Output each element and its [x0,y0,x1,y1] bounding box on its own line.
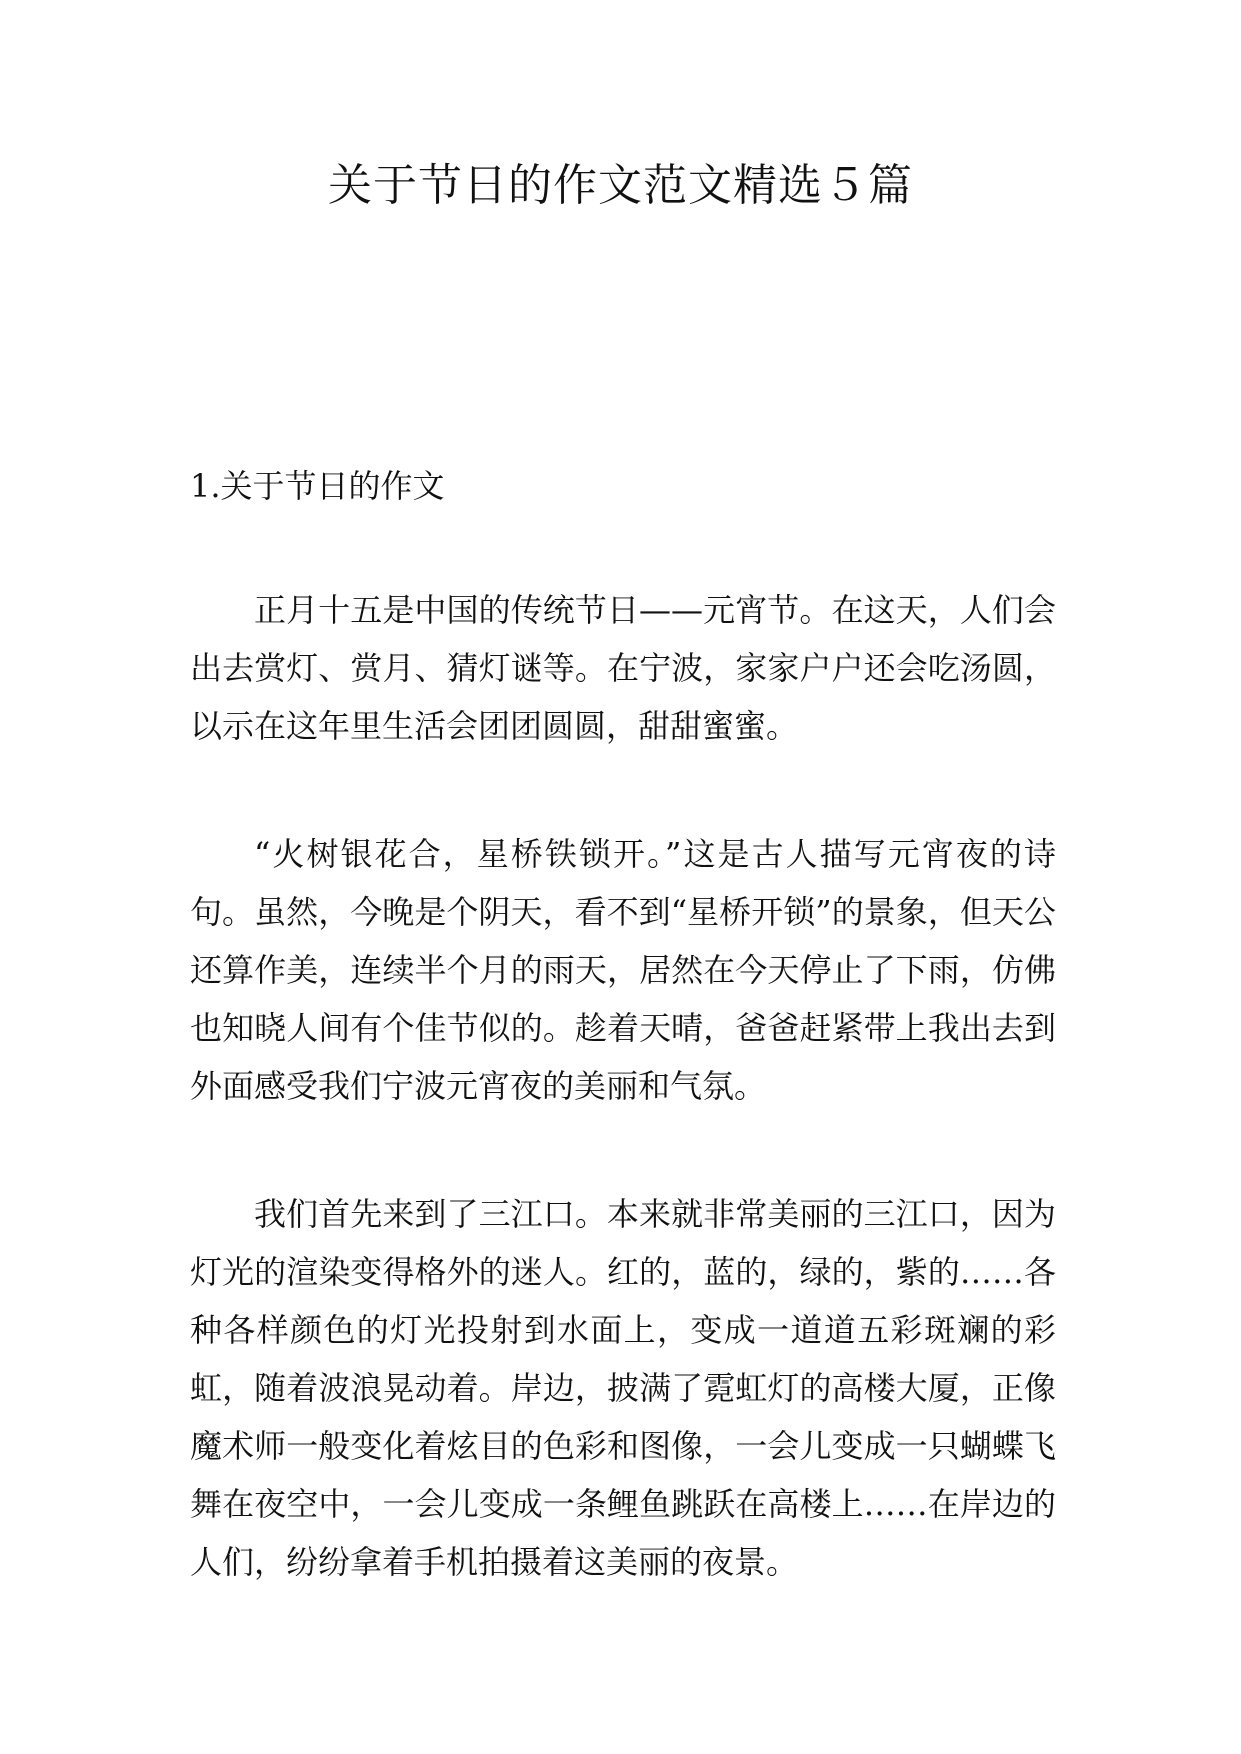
document-body [190,462,1056,1661]
section-heading: 1.关于节日的作文 [190,467,445,505]
paragraph: 我们首先来到了三江口。本来就非常美丽的三江口，因为灯光的渲染变得格外的迷人。红的，蓝的，绿的，紫的……各种各样颜色的灯光投射到水面上，变成一道道五彩斑斓的彩虹，随着波浪晃动着。岸边，披满了霓虹灯的高楼大厦，正像魔术师一般变化着炫目的色彩和图像，一会儿变成一只蝴蝶飞舞在夜空中，一会儿变成一条鲤鱼跳跃在高楼上……在岸边的人们，纷纷拿着手机拍摄着这美丽的夜景。 [190,1195,1056,1581]
paragraph: “火树银花合，星桥铁锁开。”这是古人描写元宵夜的诗句。虽然，今晚是个阴天，看不到“星桥开锁”的景象，但天公还算作美，连续半个月的雨天，居然在今天停止了下雨，仿佛也知晓人间有个佳节似的。趁着天晴，爸爸赶紧带上我出去到外面感受我们宁波元宵夜的美丽和气氛。 [190,835,1056,1105]
paragraph: 正月十五是中国的传统节日——元宵节。在这天，人们会出去赏灯、赏月、猜灯谜等。在宁波，家家户户还会吃汤圆，以示在这年里生活会团团圆圆，甜甜蜜蜜。 [190,591,1056,745]
document-title: 关于节日的作文范文精选５篇 [328,160,913,211]
